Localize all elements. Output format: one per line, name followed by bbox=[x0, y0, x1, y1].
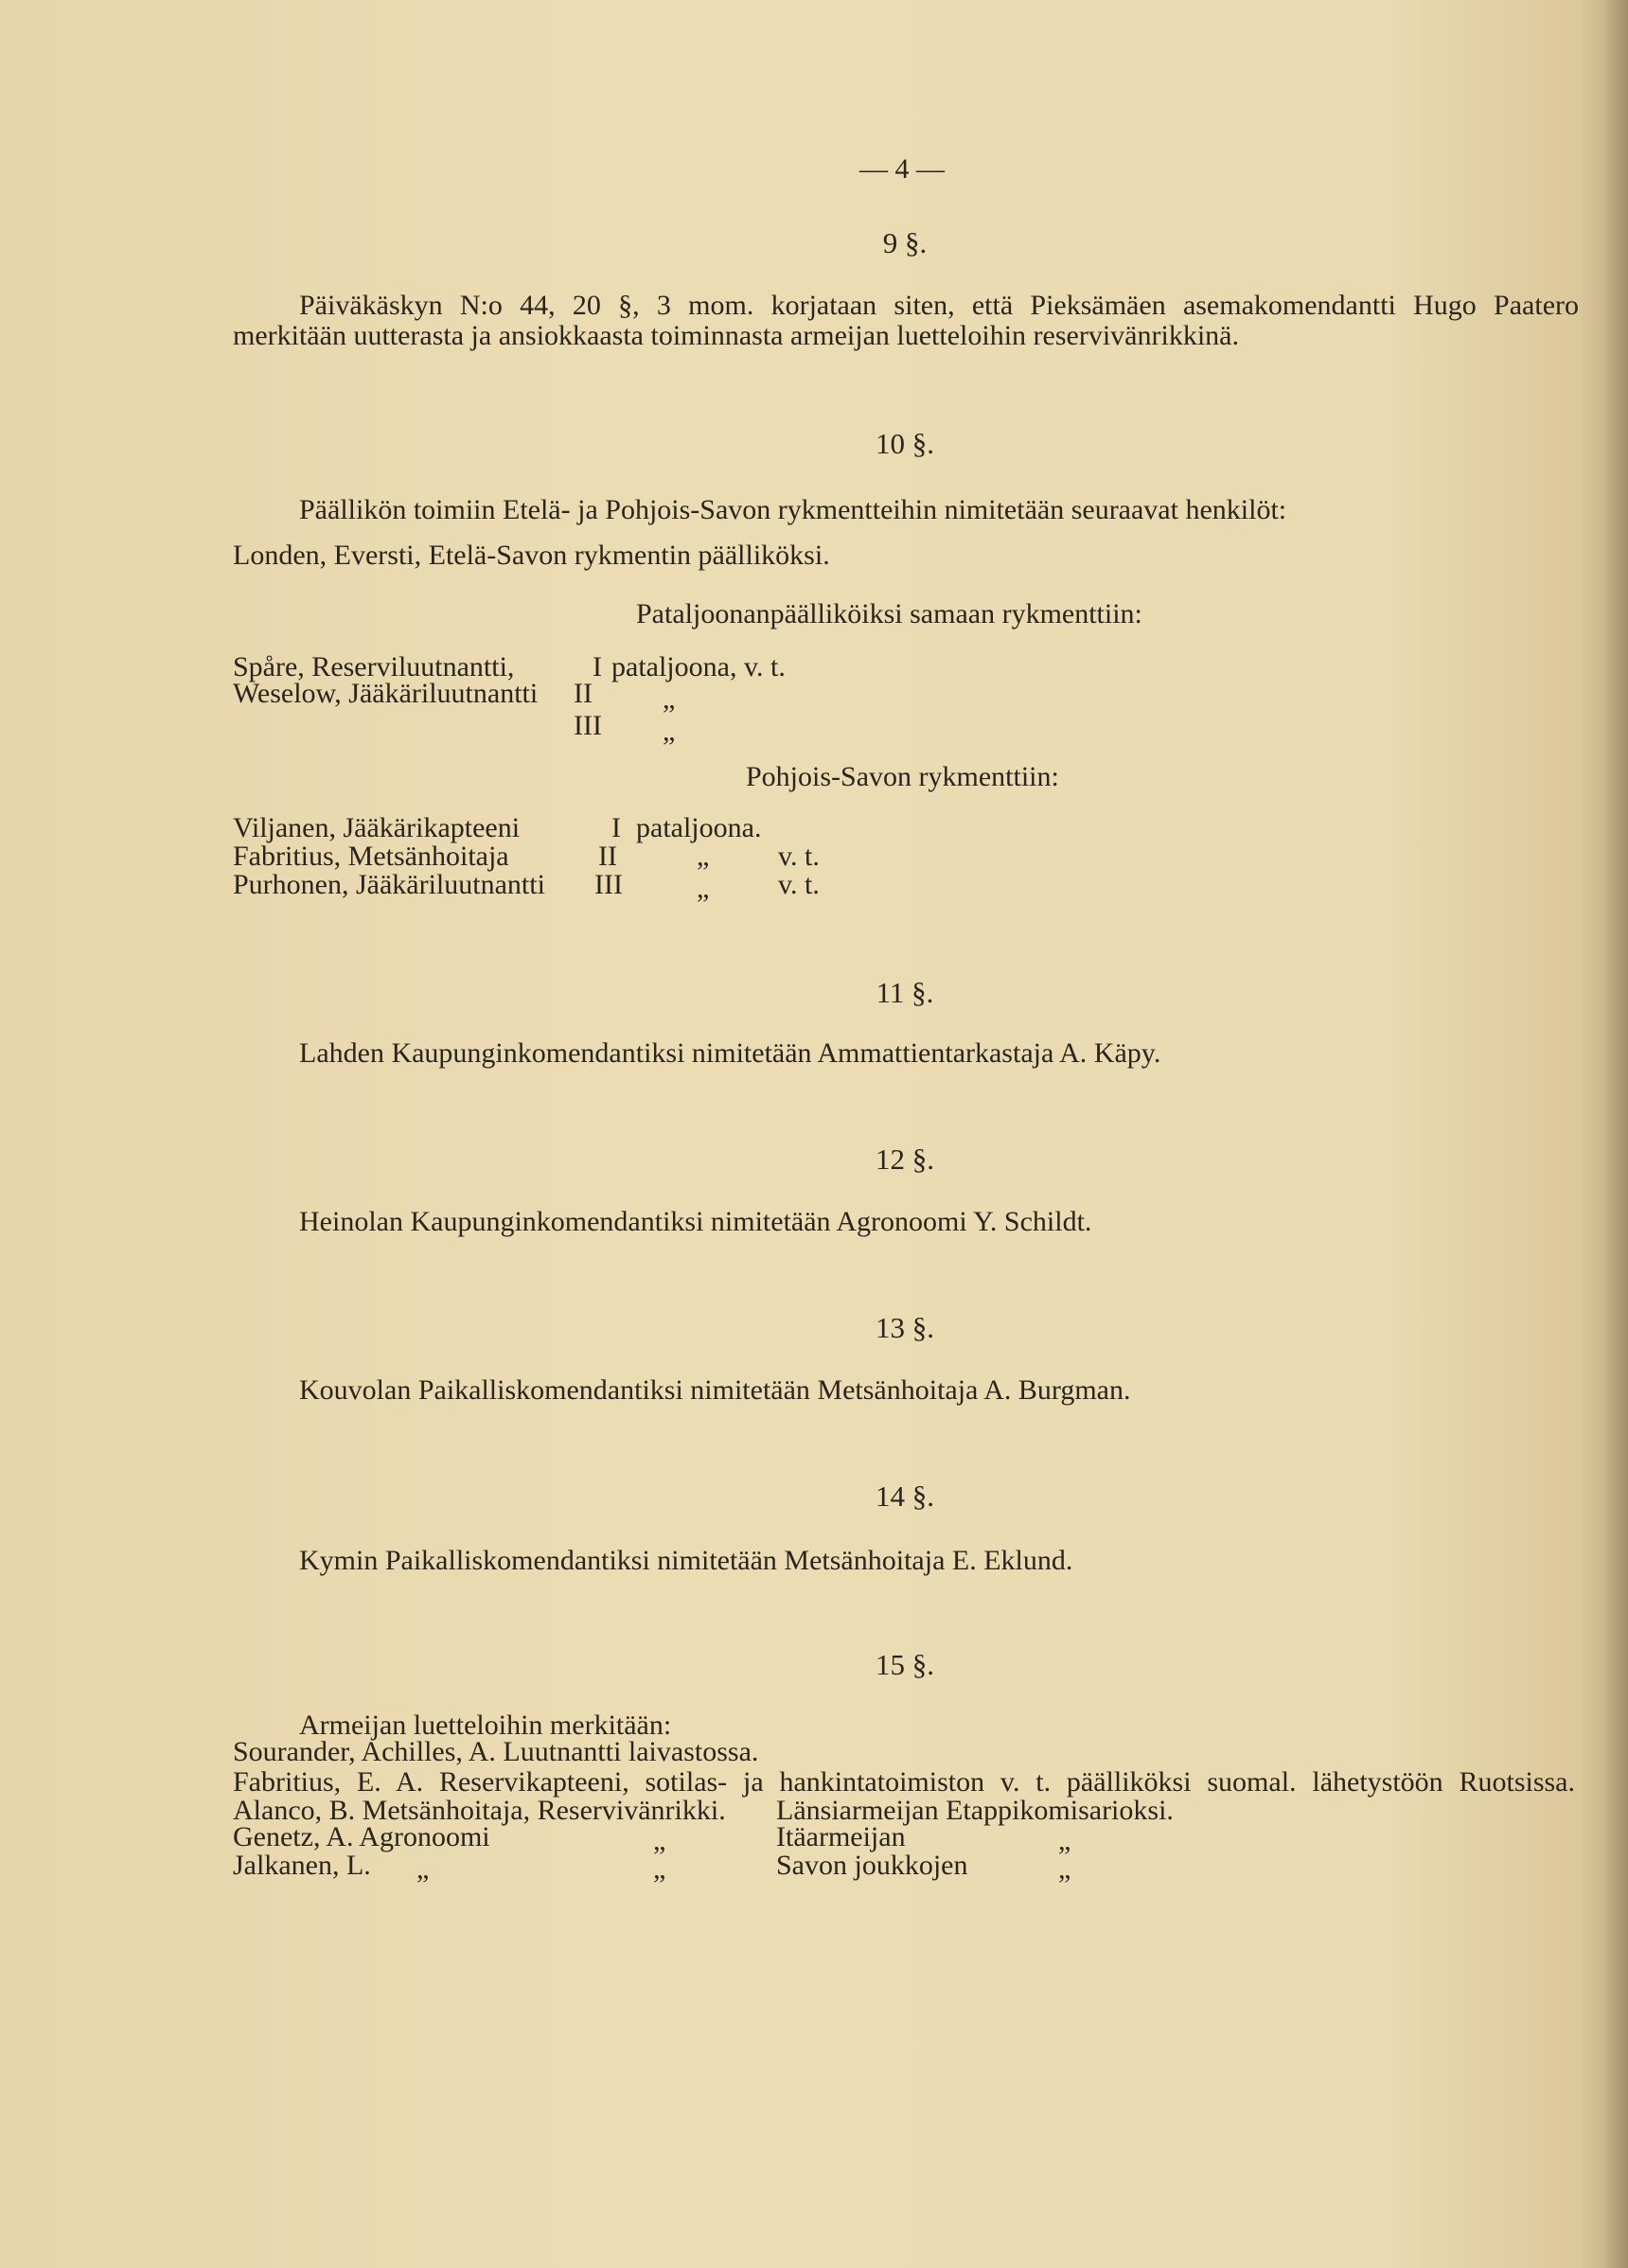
section-13-heading: 13 §. bbox=[876, 1311, 934, 1344]
section-15-line-5-name: Jalkanen, L. bbox=[233, 1850, 371, 1881]
row-unit: „ bbox=[697, 841, 710, 872]
ditto-mark: „ bbox=[653, 1825, 666, 1856]
section-15-line-3-name: Alanco, B. Metsänhoitaja, Reservivänrikki. bbox=[233, 1795, 726, 1826]
row-battalion-number: II bbox=[574, 678, 593, 709]
row-unit: pataljoona. bbox=[636, 812, 762, 843]
section-10-heading: 10 §. bbox=[876, 427, 934, 460]
row-battalion-number: III bbox=[574, 710, 602, 741]
ditto-mark: „ bbox=[1058, 1853, 1071, 1885]
section-12-heading: 12 §. bbox=[876, 1143, 934, 1176]
section-15-intro: Armeijan luetteloihin merkitään: bbox=[299, 1710, 672, 1741]
row-battalion-number: I bbox=[611, 812, 621, 843]
section-14-heading: 14 §. bbox=[876, 1480, 934, 1513]
row-unit: „ bbox=[663, 716, 676, 747]
section-15-line-1: Sourander, Achilles, A. Luutnantti laivastossa. bbox=[233, 1736, 759, 1767]
row-unit: „ bbox=[663, 683, 676, 715]
ditto-mark: „ bbox=[1058, 1825, 1071, 1856]
page-number: — 4 — bbox=[859, 153, 945, 185]
section-9-line-1: Päiväkäskyn N:o 44, 20 §, 3 mom. korjataan siten, että Pieksämäen asemakomendantti Hugo Paatero bbox=[299, 290, 1579, 321]
section-15-line-5-post: Savon joukkojen bbox=[776, 1850, 968, 1881]
row-battalion-number: II bbox=[598, 841, 617, 872]
ditto-mark: „ bbox=[416, 1853, 430, 1885]
section-12-text: Heinolan Kaupunginkomendantiksi nimitetään Agronoomi Y. Schildt. bbox=[299, 1206, 1092, 1237]
row-name: Spåre, Reserviluutnantti, bbox=[233, 651, 515, 682]
section-10-londen: Londen, Eversti, Etelä-Savon rykmentin päälliköksi. bbox=[233, 540, 830, 571]
section-9-line-2: merkitään uutterasta ja ansiokkaasta toiminnasta armeijan luetteloihin reservivänrikkinä. bbox=[233, 320, 1239, 351]
section-10-subheading-1: Pataljoonanpäälliköiksi samaan rykmenttiin: bbox=[636, 598, 1142, 629]
section-15-line-2: Fabritius, E. A. Reservikapteeni, sotilas- ja hankintatoimiston v. t. päälliköksi suomal. lähetystöön Ruotsissa. bbox=[233, 1766, 1575, 1798]
section-14-text: Kymin Paikalliskomendantiksi nimitetään Metsänhoitaja E. Eklund. bbox=[299, 1545, 1073, 1576]
row-unit: „ bbox=[697, 873, 710, 904]
row-acting: v. t. bbox=[778, 869, 820, 900]
row-name: Fabritius, Metsänhoitaja bbox=[233, 841, 509, 872]
section-15-line-4-post: Itäarmeijan bbox=[776, 1821, 906, 1852]
section-11-heading: 11 §. bbox=[876, 976, 934, 1009]
row-battalion-number: I bbox=[593, 651, 602, 682]
section-15-line-4-name: Genetz, A. Agronoomi bbox=[233, 1821, 490, 1852]
row-acting: v. t. bbox=[778, 841, 820, 872]
row-name: Weselow, Jääkäriluutnantti bbox=[233, 678, 539, 709]
section-10-intro: Päällikön toimiin Etelä- ja Pohjois-Savon rykmentteihin nimitetään seuraavat henkilöt: bbox=[299, 494, 1287, 525]
section-11-text: Lahden Kaupunginkomendantiksi nimitetään Ammattientarkastaja A. Käpy. bbox=[299, 1037, 1161, 1069]
page-edge-shadow bbox=[1603, 0, 1628, 2268]
row-name: Purhonen, Jääkäriluutnantti bbox=[233, 869, 545, 900]
ditto-mark: „ bbox=[653, 1853, 666, 1885]
section-15-line-3-post: Länsiarmeijan Etappikomisarioksi. bbox=[776, 1795, 1174, 1826]
row-unit: pataljoona, v. t. bbox=[611, 651, 786, 682]
row-battalion-number: III bbox=[594, 869, 623, 900]
section-13-text: Kouvolan Paikalliskomendantiksi nimitetään Metsänhoitaja A. Burgman. bbox=[299, 1374, 1131, 1406]
section-9-heading: 9 §. bbox=[882, 226, 928, 259]
section-10-subheading-2: Pohjois-Savon rykmenttiin: bbox=[746, 761, 1059, 792]
section-15-heading: 15 §. bbox=[876, 1648, 934, 1681]
row-name: Viljanen, Jääkärikapteeni bbox=[233, 812, 521, 843]
